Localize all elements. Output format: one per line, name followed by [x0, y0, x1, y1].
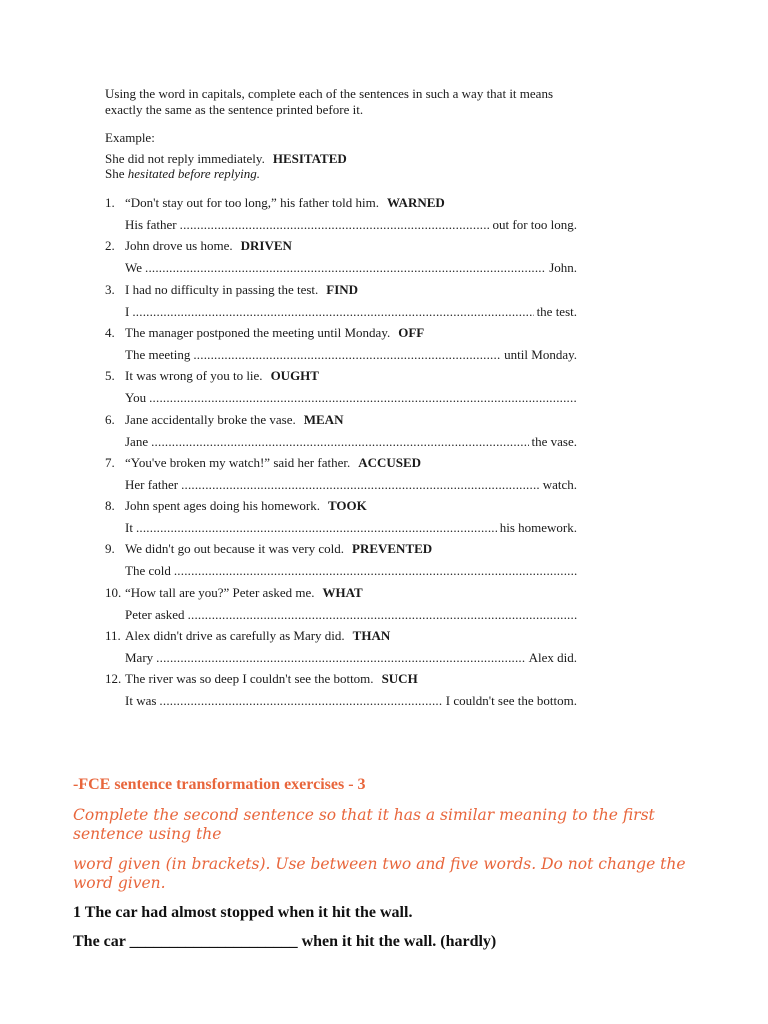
answer-end: his homework. [499, 520, 577, 536]
example-answer-prefix: She [105, 166, 125, 181]
answer-blank[interactable] [145, 260, 546, 276]
answer-start: Peter asked [125, 606, 185, 622]
question-sentence: John spent ages doing his homework. [125, 498, 320, 514]
answer-start: I [125, 303, 130, 319]
answer-start: It was [125, 693, 157, 709]
answer-line-1[interactable] [125, 217, 577, 233]
question-10 [105, 585, 577, 601]
answer-line-4[interactable] [125, 347, 577, 363]
answer-start: Mary [125, 650, 154, 665]
answer-start: The cold [125, 563, 171, 579]
section-instruction-1: Complete the second sentence so that it has a similar meaning to the first sentence using the [73, 806, 655, 843]
question-number: 2. [105, 238, 115, 254]
question-6 [105, 412, 577, 428]
answer-end: Alex did. [528, 650, 577, 665]
question-sentence: I had no difficulty in passing the test. [125, 281, 319, 297]
question-number: 4. [105, 324, 115, 340]
answer-end: until Monday. [504, 346, 577, 362]
question-7 [105, 455, 577, 471]
answer-blank[interactable] [149, 390, 577, 406]
question-number: 7. [105, 454, 115, 470]
question-3 [105, 282, 577, 298]
question-11 [105, 628, 577, 644]
question-keyword: THAN [352, 628, 391, 643]
answer-line-2[interactable] [125, 260, 577, 276]
instructions: Using the word in capitals, complete each of the sentences in such a way that it means exactly the same as the sentence printed before it. [105, 86, 553, 117]
answer-start: We [125, 260, 142, 276]
question-number: 9. [105, 541, 115, 557]
question-number: 12. [105, 671, 122, 687]
transformation-item-sentence: 1 The car had almost stopped when it hit the wall. [73, 904, 413, 921]
example-answer-italic: hesitated before replying. [127, 166, 261, 181]
answer-line-8[interactable] [125, 520, 577, 536]
answer-blank[interactable] [181, 477, 540, 493]
question-number: 5. [105, 368, 115, 384]
answer-line-9[interactable] [125, 563, 577, 579]
question-sentence: Jane accidentally broke the vase. [125, 411, 296, 427]
question-9 [105, 541, 577, 557]
answer-start: You [125, 390, 147, 406]
example-label: Example: [105, 130, 155, 145]
question-number: 1. [105, 195, 115, 210]
question-keyword: FIND [326, 281, 359, 297]
question-number: 11. [105, 628, 121, 643]
question-number: 6. [105, 411, 115, 427]
example-sentence-text: She did not reply immediately. [105, 151, 265, 166]
question-keyword: OUGHT [270, 368, 319, 384]
section-title: -FCE sentence transformation exercises - 3 [73, 776, 366, 793]
answer-line-7[interactable] [125, 477, 577, 493]
answer-blank[interactable] [156, 650, 525, 666]
question-8 [105, 498, 577, 514]
question-number: 10. [105, 584, 122, 600]
question-sentence: “Don't stay out for too long,” his father told him. [125, 195, 379, 210]
answer-line-6[interactable] [125, 434, 577, 450]
example-answer [105, 166, 260, 182]
example-sentence [105, 151, 347, 167]
answer-start: Jane [125, 433, 149, 449]
answer-line-3[interactable] [125, 304, 577, 320]
question-4 [105, 325, 577, 341]
transformation-item-answer[interactable]: The car _____________________ when it hit the wall. (hardly) [73, 933, 497, 950]
answer-end: I couldn't see the bottom. [445, 693, 577, 709]
answer-blank[interactable] [180, 217, 490, 233]
question-sentence: “You've broken my watch!” said her father. [125, 454, 351, 470]
answer-line-5[interactable] [125, 390, 577, 406]
answer-blank[interactable] [188, 607, 577, 623]
answer-start: Her father [125, 476, 179, 492]
answer-end: John. [549, 260, 577, 276]
answer-blank[interactable] [132, 304, 533, 320]
section-instruction-2: word given (in brackets). Use between two and five words. Do not change the word given. [73, 855, 686, 892]
answer-start: His father [125, 217, 177, 232]
question-keyword: SUCH [381, 671, 418, 687]
question-keyword: WARNED [387, 195, 445, 210]
question-sentence: Alex didn't drive as carefully as Mary did. [125, 628, 345, 643]
question-12 [105, 671, 577, 687]
question-2 [105, 238, 577, 254]
answer-blank[interactable] [193, 347, 501, 363]
answer-line-10[interactable] [125, 607, 577, 623]
question-keyword: DRIVEN [240, 238, 292, 254]
answer-end: the vase. [531, 433, 577, 449]
answer-start: It [125, 520, 133, 536]
question-sentence: The river was so deep I couldn't see the bottom. [125, 671, 374, 687]
question-keyword: ACCUSED [358, 454, 422, 470]
example-keyword: HESITATED [272, 151, 347, 166]
question-keyword: MEAN [303, 411, 344, 427]
answer-end: the test. [536, 303, 577, 319]
question-number: 3. [105, 281, 115, 297]
answer-blank[interactable] [136, 520, 497, 536]
question-sentence: “How tall are you?” Peter asked me. [125, 584, 315, 600]
question-5 [105, 368, 577, 384]
question-keyword: OFF [398, 324, 425, 340]
question-1 [105, 195, 577, 211]
answer-start: The meeting [125, 346, 191, 362]
answer-line-11[interactable] [125, 650, 577, 666]
answer-line-12[interactable] [125, 693, 577, 709]
answer-blank[interactable] [151, 434, 528, 450]
question-keyword: TOOK [327, 498, 367, 514]
question-keyword: PREVENTED [352, 541, 433, 557]
answer-blank[interactable] [174, 563, 577, 579]
question-sentence: The manager postponed the meeting until Monday. [125, 324, 391, 340]
question-keyword: WHAT [322, 584, 363, 600]
question-sentence: It was wrong of you to lie. [125, 368, 263, 384]
question-number: 8. [105, 498, 115, 514]
answer-end: watch. [542, 476, 577, 492]
question-sentence: We didn't go out because it was very cold. [125, 541, 344, 557]
question-sentence: John drove us home. [125, 238, 233, 254]
answer-blank[interactable] [159, 693, 442, 709]
answer-end: out for too long. [492, 217, 577, 232]
